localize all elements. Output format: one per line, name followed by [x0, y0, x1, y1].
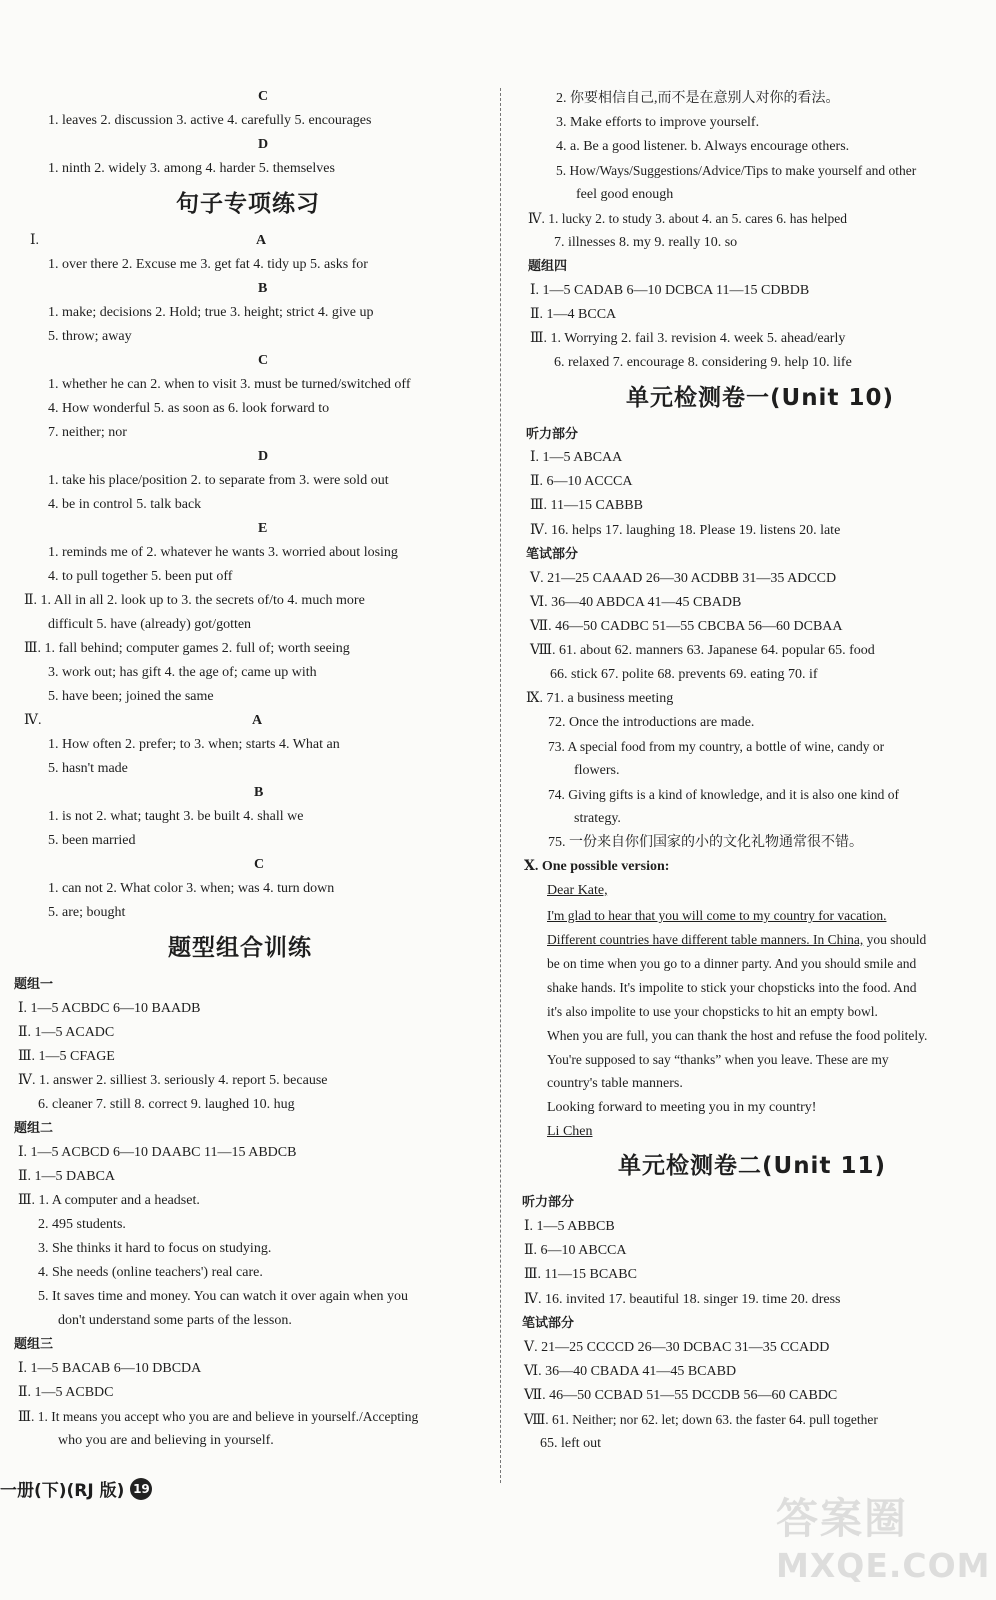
answer-line: Ⅲ. 1. fall behind; computer games 2. full of; worth seeing	[24, 641, 350, 656]
answer-line: Ⅳ. 16. helps 17. laughing 18. Please 19. listens 20. late	[530, 523, 841, 538]
answer-line: 7. illnesses 8. my 9. really 10. so	[554, 235, 738, 250]
answer-line: 66. stick 67. polite 68. prevents 69. eating 70. if	[550, 667, 818, 682]
answer-line: 1. whether he can 2. when to visit 3. must be turned/switched off	[48, 377, 411, 392]
answer-line: who you are and believing in yourself.	[58, 1433, 274, 1448]
answer-line: Ⅰ. 1—5 BACAB 6—10 DBCDA	[18, 1361, 202, 1376]
page-number: 19	[130, 1478, 152, 1500]
answer-line: 72. Once the introductions are made.	[548, 715, 755, 730]
subsection-heading: B	[254, 785, 264, 800]
answer-line: Ⅴ. 21—25 CAAAD 26—30 ACDBB 31—35 ADCCD	[530, 571, 837, 586]
subsection-heading: A	[252, 713, 263, 728]
answer-line: Ⅱ. 1—5 DABCA	[18, 1169, 116, 1184]
answer-line: 6. cleaner 7. still 8. correct 9. laughed 10. hug	[38, 1097, 295, 1112]
answer-line: 65. left out	[540, 1436, 602, 1451]
answer-line: 4. a. Be a good listener. b. Always encourage others.	[556, 139, 850, 154]
answer-line: 7. neither; nor	[48, 425, 127, 440]
answer-line: 73. A special food from my country, a bottle of wine, candy or	[548, 739, 885, 754]
answer-line: 4. How wonderful 5. as soon as 6. look forward to	[48, 401, 330, 416]
unit11-test-title: 单元检测卷二(Unit 11)	[618, 1153, 886, 1179]
letter-greeting: Dear Kate,	[547, 883, 608, 898]
answer-line: Ⅲ. 1—5 CFAGE	[18, 1049, 115, 1064]
letter-line: Looking forward to meeting you in my country!	[547, 1100, 817, 1115]
answer-line: 1. over there 2. Excuse me 3. get fat 4. tidy up 5. asks for	[48, 257, 368, 272]
answer-line: 5. have been; joined the same	[48, 689, 214, 704]
answer-line: difficult 5. have (already) got/gotten	[48, 617, 252, 632]
answer-line: 1. reminds me of 2. whatever he wants 3. worried about losing	[48, 545, 398, 560]
answer-line: Ⅰ. 1—5 ABCAA	[530, 450, 623, 465]
answer-line: Ⅲ. 11—15 BCABC	[524, 1267, 637, 1282]
answer-line: Ⅷ. 61. about 62. manners 63. Japanese 64. popular 65. food	[530, 643, 875, 658]
subsection-heading: D	[258, 449, 269, 464]
answer-line: 1. take his place/position 2. to separate from 3. were sold out	[48, 473, 389, 488]
written-heading: 笔试部分	[526, 547, 579, 562]
letter-underlined-text: Different countries have different table manners. In China,	[547, 932, 864, 947]
watermark-logo	[776, 1486, 991, 1590]
letter-line: country's table manners.	[547, 1076, 683, 1091]
answer-line: Ⅱ. 6—10 ABCCA	[524, 1243, 627, 1258]
answer-line: 75. 一份来自你们国家的小的文化礼物通常很不错。	[548, 835, 863, 850]
combo-training-title: 题型组合训练	[168, 935, 312, 961]
letter-line: be on time when you go to a dinner party. And you should smile and	[547, 956, 917, 971]
group-heading: 题组三	[14, 1337, 54, 1352]
footer-text: 一册(下)(RJ 版)	[0, 1481, 125, 1501]
answer-line: 2. 你要相信自己,而不是在意别人对你的看法。	[556, 91, 840, 106]
watermark-top-text: 答案圈	[776, 1494, 909, 1543]
answer-line: 4. She needs (online teachers') real care.	[38, 1265, 263, 1280]
page-footer	[0, 1476, 152, 1501]
answer-line: Ⅰ. 1—5 ACBCD 6—10 DAABC 11—15 ABDCB	[18, 1145, 297, 1160]
answer-line: Ⅳ. 1. lucky 2. to study 3. about 4. an 5. cares 6. has helped	[528, 211, 848, 226]
answer-line: Ⅷ. 61. Neither; nor 62. let; down 63. the faster 64. pull together	[524, 1412, 878, 1427]
letter-line: I'm glad to hear that you will come to my country for vacation.	[547, 908, 887, 923]
answer-line: strategy.	[574, 811, 621, 826]
answer-line: 5. throw; away	[48, 329, 132, 344]
answer-line: flowers.	[574, 763, 620, 778]
answer-line: 4. be in control 5. talk back	[48, 497, 202, 512]
answer-line: Ⅱ. 1—4 BCCA	[530, 307, 617, 322]
written-heading: 笔试部分	[522, 1316, 575, 1331]
subsection-heading: C	[254, 857, 265, 872]
answer-line: Ⅵ. 36—40 ABDCA 41—45 CBADB	[530, 595, 742, 610]
letter-line: shake hands. It's impolite to stick your chopsticks into the food. And	[547, 980, 917, 995]
answer-line: 3. work out; has gift 4. the age of; came up with	[48, 665, 317, 680]
answer-line: 1. is not 2. what; taught 3. be built 4. shall we	[48, 809, 304, 824]
letter-line: When you are full, you can thank the host and refuse the food politely.	[547, 1028, 928, 1043]
answer-line: 5. It saves time and money. You can watch it over again when you	[38, 1289, 409, 1304]
letter-line	[547, 931, 926, 949]
listening-heading: 听力部分	[522, 1195, 575, 1210]
answer-line: don't understand some parts of the lesson.	[58, 1313, 292, 1328]
subsection-heading: E	[258, 521, 268, 536]
roman-numeral: Ⅳ.	[24, 713, 42, 728]
subsection-heading: C	[258, 353, 269, 368]
subsection-heading: B	[258, 281, 268, 296]
answer-line: Ⅲ. 11—15 CABBB	[530, 498, 643, 513]
unit10-test-title: 单元检测卷一(Unit 10)	[626, 385, 894, 411]
answer-line: Ⅶ. 46—50 CCBAD 51—55 DCCDB 56—60 CABDC	[524, 1388, 838, 1403]
answer-line: Ⅱ. 1. All in all 2. look up to 3. the secrets of/to 4. much more	[24, 593, 365, 608]
letter-line: it's also impolite to use your chopsticks to hit an empty bowl.	[547, 1004, 878, 1019]
answer-line: 3. She thinks it hard to focus on studying.	[38, 1241, 272, 1256]
section-c-heading: C	[258, 89, 269, 104]
answer-line: 2. 495 students.	[38, 1217, 126, 1232]
answer-line: Ⅳ. 16. invited 17. beautiful 18. singer 19. time 20. dress	[524, 1292, 841, 1307]
column-divider	[500, 88, 501, 1483]
section-d-heading: D	[258, 137, 269, 152]
answer-line: 1. make; decisions 2. Hold; true 3. height; strict 4. give up	[48, 305, 374, 320]
group-heading: 题组二	[14, 1121, 54, 1136]
answer-line: Ⅴ. 21—25 CCCCD 26—30 DCBAC 31—35 CCADD	[524, 1340, 830, 1355]
answer-line: 3. Make efforts to improve yourself.	[556, 115, 760, 130]
answer-line: 1. leaves 2. discussion 3. active 4. carefully 5. encourages	[48, 113, 372, 128]
subsection-heading: A	[256, 233, 267, 248]
group-heading: 题组一	[14, 977, 54, 992]
answer-line: Ⅱ. 1—5 ACBDC	[18, 1385, 114, 1400]
roman-numeral: Ⅰ.	[30, 233, 40, 248]
letter-line: You're supposed to say “thanks” when you leave. These are my	[547, 1052, 889, 1067]
answer-line: 5. hasn't made	[48, 761, 128, 776]
letter-text: you should	[863, 932, 927, 947]
answer-line: feel good enough	[576, 187, 674, 202]
letter-signature: Li Chen	[547, 1124, 593, 1139]
answer-line: Ⅵ. 36—40 CBADA 41—45 BCABD	[524, 1364, 737, 1379]
answer-line: 4. to pull together 5. been put off	[48, 569, 233, 584]
answer-line: 1. can not 2. What color 3. when; was 4. turn down	[48, 881, 335, 896]
answer-line: Ⅰ. 1—5 CADAB 6—10 DCBCA 11—15 CDBDB	[530, 283, 810, 298]
answer-line: 74. Giving gifts is a kind of knowledge, and it is also one kind of	[548, 787, 899, 802]
answer-line: Ⅲ. 1. Worrying 2. fail 3. revision 4. week 5. ahead/early	[530, 331, 846, 346]
answer-line: Ⅲ. 1. A computer and a headset.	[18, 1193, 200, 1208]
answer-line: Ⅸ. 71. a business meeting	[526, 691, 674, 706]
answer-line: 5. How/Ways/Suggestions/Advice/Tips to make yourself and other	[556, 163, 917, 178]
listening-heading: 听力部分	[526, 427, 579, 442]
group-heading: 题组四	[528, 259, 568, 274]
answer-line: Ⅳ. 1. answer 2. silliest 3. seriously 4. report 5. because	[18, 1073, 328, 1088]
answer-line: 5. are; bought	[48, 905, 126, 920]
answer-line: 1. How often 2. prefer; to 3. when; starts 4. What an	[48, 737, 340, 752]
answer-line: 6. relaxed 7. encourage 8. considering 9. help 10. life	[554, 355, 852, 370]
answer-line: Ⅱ. 1—5 ACADC	[18, 1025, 115, 1040]
answer-line: 5. been married	[48, 833, 136, 848]
sentence-practice-title: 句子专项练习	[176, 191, 320, 217]
answer-line: Ⅰ. 1—5 ABBCB	[524, 1219, 615, 1234]
answer-line: Ⅱ. 6—10 ACCCA	[530, 474, 633, 489]
answer-line: Ⅰ. 1—5 ACBDC 6—10 BAADB	[18, 1001, 201, 1016]
answer-line: Ⅹ. One possible version:	[524, 859, 670, 874]
watermark-bottom-text: MXQE.COM	[776, 1546, 991, 1585]
answer-line: Ⅶ. 46—50 CADBC 51—55 CBCBA 56—60 DCBAA	[530, 619, 843, 634]
answer-line: Ⅲ. 1. It means you accept who you are and believe in yourself./Accepting	[18, 1409, 419, 1424]
answer-line: 1. ninth 2. widely 3. among 4. harder 5. themselves	[48, 161, 335, 176]
